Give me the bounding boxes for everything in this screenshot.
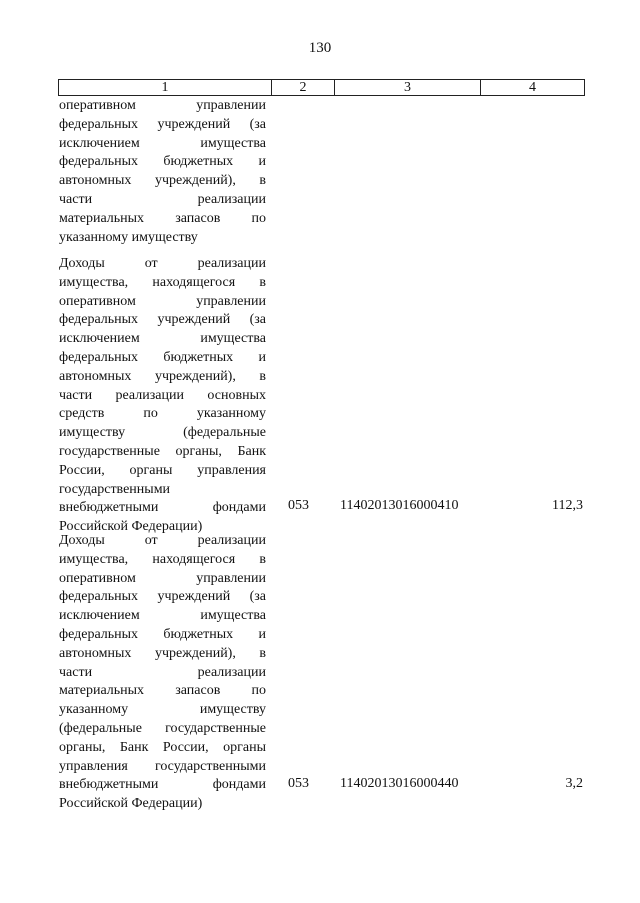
desc-line: внебюджетными фондами — [59, 500, 266, 516]
desc-line: органы, Банк России, органы — [59, 739, 266, 755]
table-row-1-code: 053 — [288, 498, 309, 513]
desc-line: части реализации — [59, 191, 266, 207]
desc-line: федеральных учреждений (за — [59, 116, 266, 132]
desc-line: средств по указанному — [59, 406, 266, 422]
desc-line: автономных учреждений), в — [59, 173, 266, 189]
desc-line: Доходы от реализации — [59, 256, 266, 271]
desc-line: указанному имуществу — [59, 229, 198, 245]
desc-line: Российской Федерации) — [59, 796, 203, 812]
desc-line: федеральных бюджетных и — [59, 349, 266, 365]
desc-line: имущества, находящегося в — [59, 274, 266, 290]
table-row-1-kbk: 11402013016000410 — [340, 498, 459, 513]
table-row-2-amount: 3,2 — [565, 776, 583, 791]
table-row-continuation-description — [59, 97, 266, 247]
table-row-2-code: 053 — [288, 776, 309, 791]
desc-line: части реализации основных — [59, 387, 266, 403]
header-col-1: 1 — [161, 80, 169, 95]
desc-line: Доходы от реализации — [59, 533, 266, 548]
desc-line: Российской Федерации) — [59, 519, 203, 535]
desc-line: управления государственными — [59, 758, 266, 774]
table-row-2-description — [59, 532, 266, 814]
desc-line: части реализации — [59, 664, 266, 680]
table-row-2-kbk: 11402013016000440 — [340, 776, 459, 791]
desc-line: оперативном управлении — [59, 98, 266, 113]
table-row-1-amount: 112,3 — [552, 498, 583, 513]
desc-line: автономных учреждений), в — [59, 368, 266, 384]
desc-line: оперативном управлении — [59, 570, 266, 586]
desc-line: исключением имущества — [59, 608, 266, 624]
desc-line: материальных запасов по — [59, 683, 266, 699]
desc-line: федеральных бюджетных и — [59, 626, 266, 642]
desc-line: России, органы управления — [59, 462, 266, 478]
desc-line: (федеральные государственные — [59, 720, 266, 736]
page-number: 130 — [308, 40, 332, 56]
desc-line: государственные органы, Банк — [59, 443, 266, 459]
desc-line: оперативном управлении — [59, 293, 266, 309]
header-col-3: 3 — [334, 80, 480, 95]
desc-line: исключением имущества — [59, 331, 266, 347]
desc-line: внебюджетными фондами — [59, 777, 266, 793]
desc-line: имуществу (федеральные — [59, 425, 266, 441]
desc-line: исключением имущества — [59, 135, 266, 151]
table-row-1-description — [59, 255, 266, 537]
header-col-4: 4 — [480, 80, 584, 95]
header-col-2: 2 — [271, 80, 334, 95]
desc-line: федеральных учреждений (за — [59, 312, 266, 328]
desc-line: федеральных бюджетных и — [59, 154, 266, 170]
desc-line: имущества, находящегося в — [59, 551, 266, 567]
table-header — [58, 79, 585, 96]
desc-line: материальных запасов по — [59, 210, 266, 226]
desc-line: указанному имуществу — [59, 702, 266, 718]
desc-line: федеральных учреждений (за — [59, 589, 266, 605]
desc-line: государственными — [59, 481, 171, 497]
desc-line: автономных учреждений), в — [59, 645, 266, 661]
